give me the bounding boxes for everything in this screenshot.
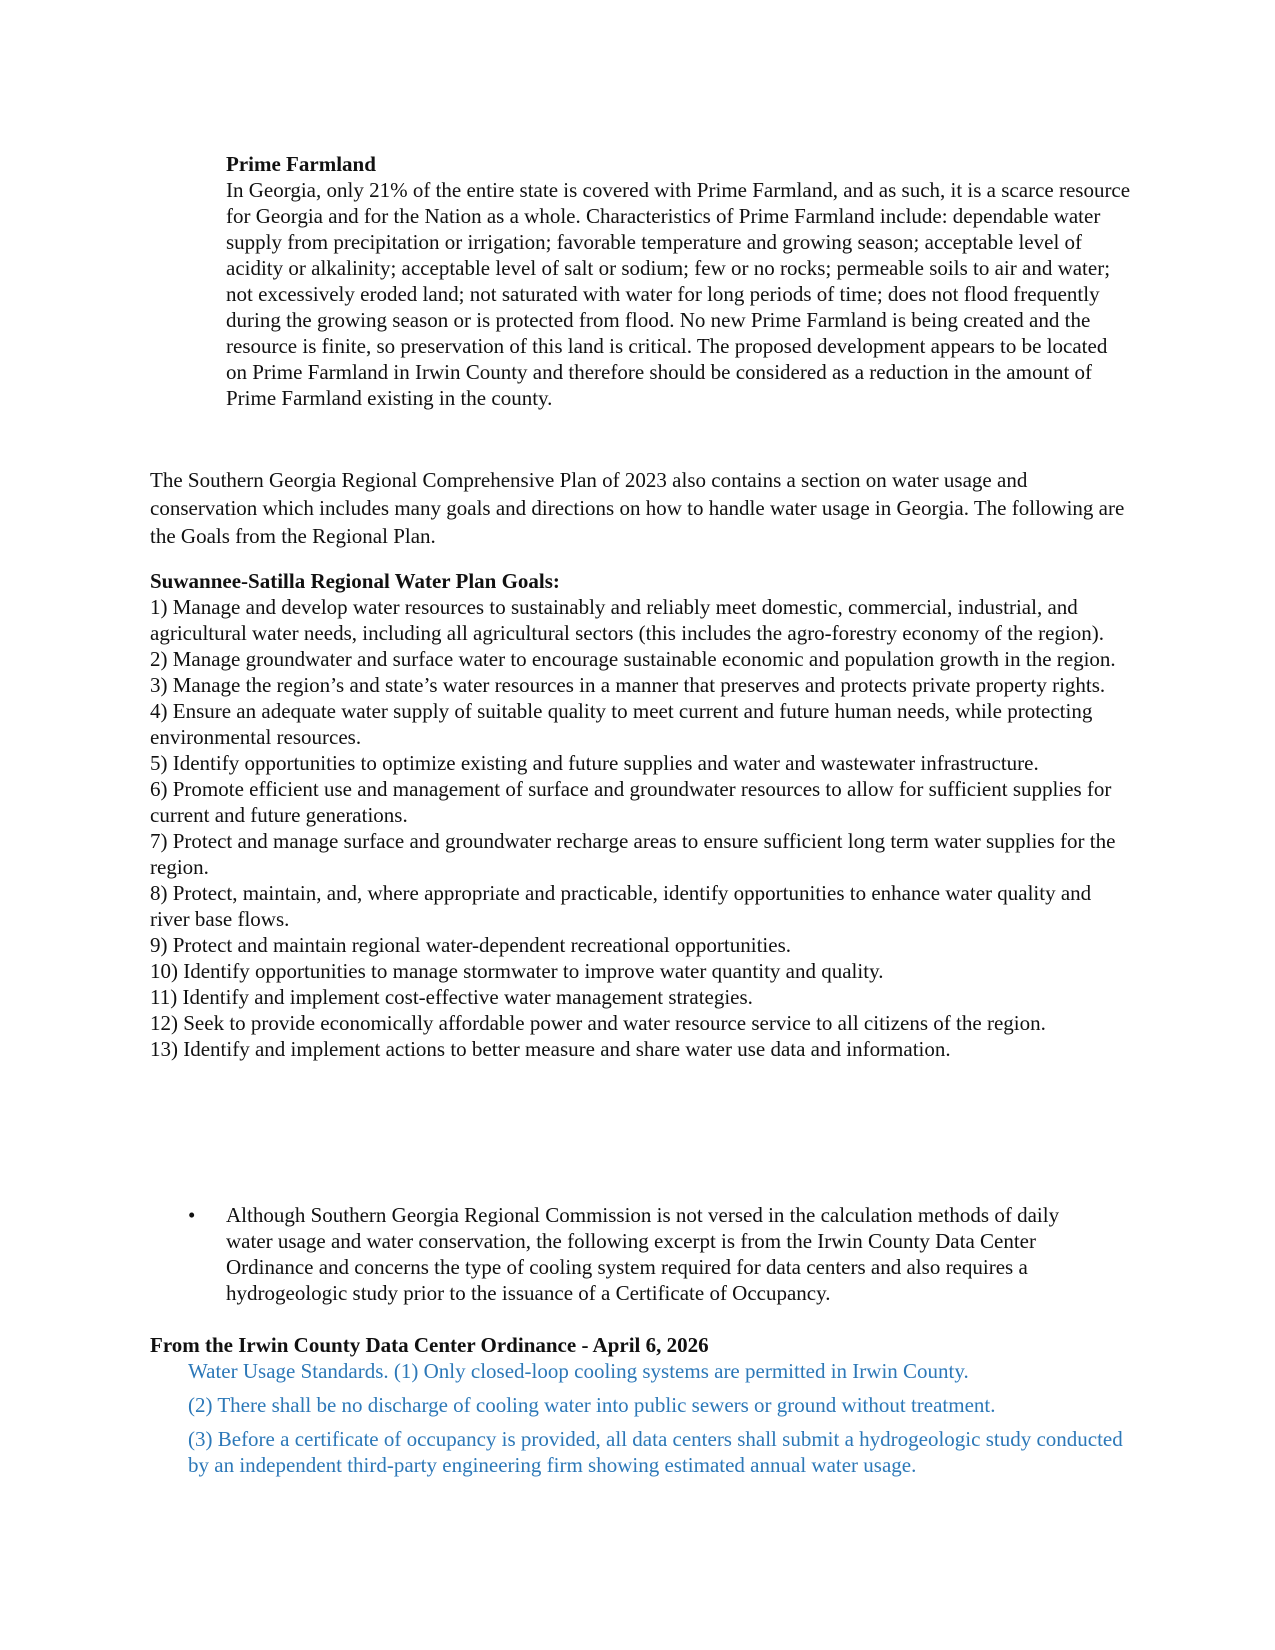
bullet-icon: • [188, 1203, 196, 1227]
ordinance-item: (2) There shall be no discharge of cooling water into public sewers or ground without treatment. [188, 1393, 996, 1417]
goal-item: 10) Identify opportunities to manage stormwater to improve water quantity and quality. [150, 959, 884, 983]
goal-item: 9) Protect and maintain regional water-dependent recreational opportunities. [150, 933, 792, 957]
goal-item: 5) Identify opportunities to optimize existing and future supplies and water and wastewater infrastructure. [150, 751, 1039, 775]
bullet-note-text: Although Southern Georgia Regional Commission is not versed in the calculation methods of daily water usage and water conservation, the following excerpt is from the Irwin County Data Center Ordinance and concerns the type of cooling system required for data centers and also requires a hydrogeologic study prior to the issuance of a Certificate of Occupancy. [226, 1203, 1060, 1305]
ordinance-item: Water Usage Standards. (1) Only closed-loop cooling systems are permitted in Irwin County. [188, 1359, 969, 1383]
goal-item: 12) Seek to provide economically affordable power and water resource service to all citizens of the region. [150, 1011, 1046, 1035]
goal-item: 1) Manage and develop water resources to sustainably and reliably meet domestic, commercial, industrial, and agricultural water needs, including all agricultural sectors (this includes the agro-forestry economy of the region). [150, 595, 1105, 645]
goal-item: 6) Promote efficient use and management of surface and groundwater resources to allow for sufficient supplies for current and future generations. [150, 777, 1112, 827]
water-plan-goals-heading: Suwannee-Satilla Regional Water Plan Goals: [150, 569, 560, 593]
goal-item: 13) Identify and implement actions to better measure and share water use data and information. [150, 1037, 951, 1061]
goal-item: 11) Identify and implement cost-effective water management strategies. [150, 985, 753, 1009]
prime-farmland-paragraph: In Georgia, only 21% of the entire state is covered with Prime Farmland, and as such, it is a scarce resource for Georgia and for the Nation as a whole. Characteristics of Prime Farmland include: dependable water supply from precipitation or irrigation; favorable temperature and growing season; acceptable level of acidity or alkalinity; acceptable level of salt or sodium; few or no rocks; permeable soils to air and water; not excessively eroded land; not saturated with water for long periods of time; does not flood frequently during the growing season or is protected from flood. No new Prime Farmland is being created and the resource is finite, so preservation of this land is critical. The proposed development appears to be located on Prime Farmland in Irwin County and therefore should be considered as a reduction in the amount of Prime Farmland existing in the county. [226, 178, 1131, 410]
goal-item: 3) Manage the region’s and state’s water resources in a manner that preserves and protects private property rights. [150, 673, 1106, 697]
goal-item: 2) Manage groundwater and surface water to encourage sustainable economic and population growth in the region. [150, 647, 1116, 671]
goal-item: 8) Protect, maintain, and, where appropriate and practicable, identify opportunities to enhance water quality and river base flows. [150, 881, 1092, 931]
regional-plan-intro-paragraph: The Southern Georgia Regional Comprehensive Plan of 2023 also contains a section on water usage and conservation which includes many goals and directions on how to handle water usage in Georgia. The following are the Goals from the Regional Plan. [150, 468, 1125, 548]
goal-item: 7) Protect and manage surface and groundwater recharge areas to ensure sufficient long term water supplies for the region. [150, 829, 1116, 879]
ordinance-item: (3) Before a certificate of occupancy is provided, all data centers shall submit a hydrogeologic study conducted by an independent third-party engineering firm showing estimated annual water usage. [188, 1427, 1123, 1477]
bullet-note [150, 1202, 1110, 1306]
goal-item: 4) Ensure an adequate water supply of suitable quality to meet current and future human needs, while protecting environmental resources. [150, 699, 1093, 749]
ordinance-excerpt [188, 1358, 1138, 1486]
prime-farmland-section [226, 151, 1131, 411]
ordinance-heading: From the Irwin County Data Center Ordinance - April 6, 2026 [150, 1333, 709, 1357]
water-plan-goals-section [150, 568, 1135, 1062]
prime-farmland-heading: Prime Farmland [226, 152, 376, 176]
